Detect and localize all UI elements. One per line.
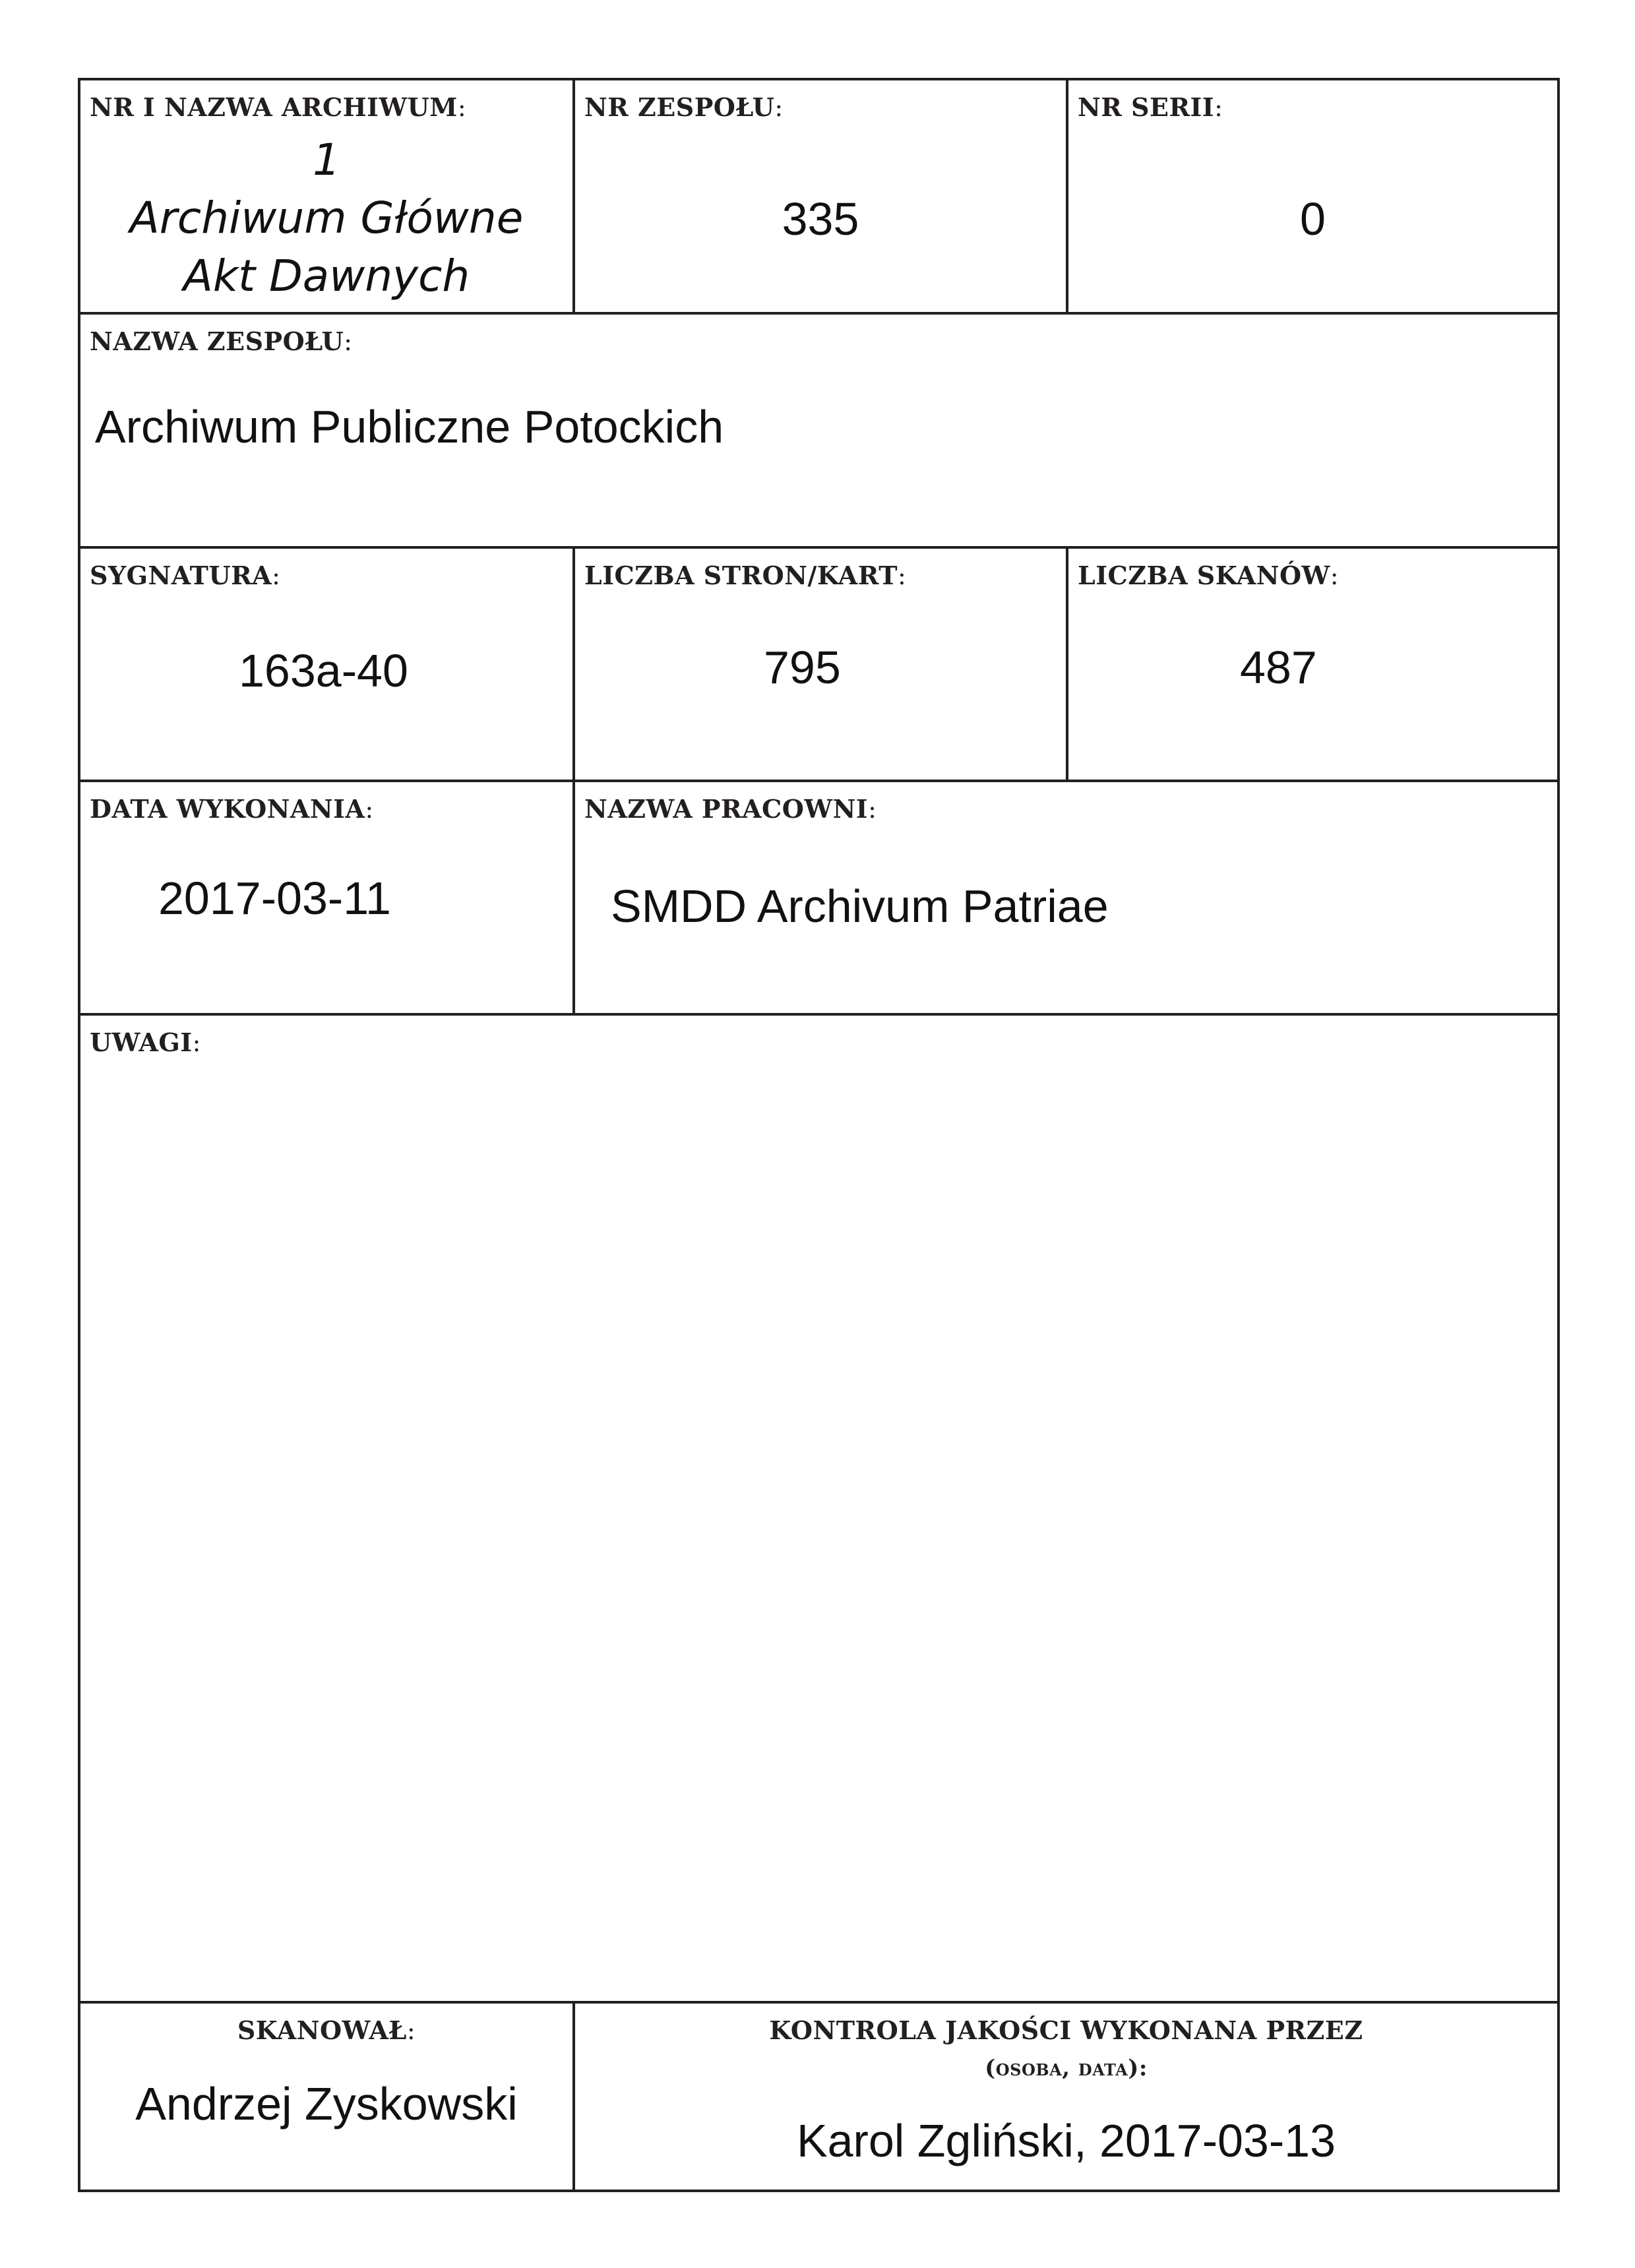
series-number-label: NR SERII:: [1078, 92, 1223, 122]
series-number-value: 0: [1300, 193, 1326, 245]
archive-name-line1: Archiwum Główne: [129, 193, 524, 243]
workshop-value: SMDD Archivum Patriae: [611, 880, 1109, 932]
fonds-name-value: Archiwum Publiczne Potockich: [95, 401, 724, 452]
date-made-label: DATA WYKONANIA:: [90, 794, 374, 824]
scan-count-value: 487: [1240, 642, 1317, 693]
archive-cell: [80, 80, 572, 312]
quality-control-sublabel: (osoba, data):: [985, 2055, 1148, 2081]
scanned-by-cell: [80, 2004, 572, 2192]
quality-control-cell: [575, 2004, 1557, 2192]
fonds-number-label: NR ZESPOŁU:: [584, 92, 784, 122]
fonds-name-label: NAZWA ZESPOŁU:: [90, 326, 353, 356]
signature-cell: [80, 549, 572, 780]
archive-label: NR I NAZWA ARCHIWUM:: [90, 92, 467, 122]
scan-count-cell: [1068, 549, 1557, 780]
archive-number: 1: [313, 135, 340, 185]
page-count-label: LICZBA STRON/KART:: [584, 561, 907, 590]
date-made-value: 2017-03-11: [158, 873, 391, 924]
quality-control-value: Karol Zgliński, 2017-03-13: [796, 2115, 1336, 2166]
signature-value: 163a-40: [239, 645, 408, 696]
page-count-cell: [575, 549, 1066, 780]
workshop-cell: [575, 782, 1557, 1013]
archive-metadata-form: [78, 78, 1560, 2192]
remarks-label: UWAGI:: [90, 1027, 201, 1057]
fonds-name-cell: [80, 315, 1557, 546]
fonds-number-value: 335: [782, 193, 859, 245]
series-number-cell: [1068, 80, 1557, 312]
scan-count-label: LICZBA SKANÓW:: [1078, 561, 1340, 590]
archive-name-line2: Akt Dawnych: [183, 251, 470, 301]
remarks-cell: [80, 1016, 1557, 2001]
quality-control-label: KONTROLA JAKOŚCI WYKONANA PRZEZ: [769, 2015, 1363, 2045]
scanned-by-value: Andrzej Zyskowski: [135, 2078, 518, 2130]
page-count-value: 795: [764, 642, 841, 693]
fonds-number-cell: [575, 80, 1066, 312]
date-made-cell: [80, 782, 572, 1013]
scanned-by-label: SKANOWAŁ:: [237, 2015, 416, 2045]
signature-label: SYGNATURA:: [90, 561, 281, 590]
workshop-label: NAZWA PRACOWNI:: [584, 794, 877, 824]
